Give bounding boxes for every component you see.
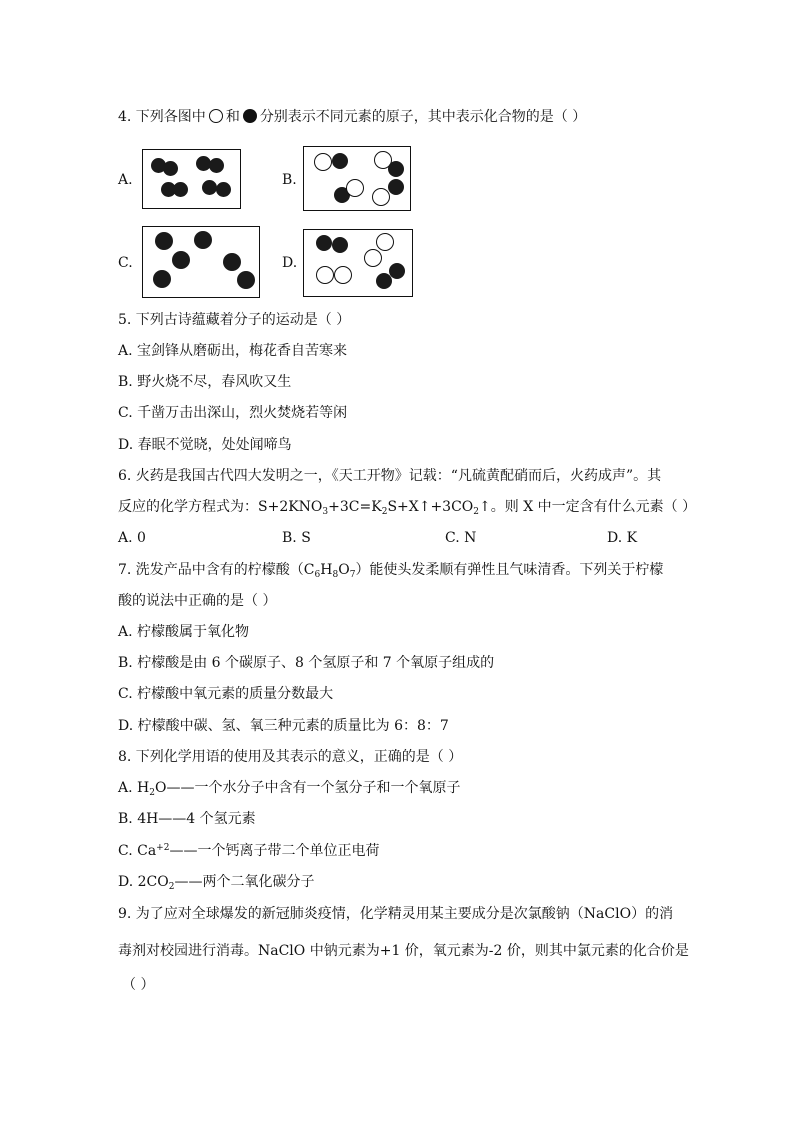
q9-stem-line3: （ ） <box>122 977 155 993</box>
atom-black <box>216 182 231 197</box>
q5-option-c: C. 千凿万击出深山，烈火焚烧若等闲 <box>118 405 348 421</box>
atom-black <box>173 182 188 197</box>
q4-and: 和 <box>225 109 240 125</box>
q6-option-b: B. S <box>282 530 311 546</box>
q8-sub: 2 <box>168 882 175 892</box>
atom-black <box>155 232 173 250</box>
q4-option-c-label: C. <box>118 255 133 271</box>
q4-stem-pre: 4. 下列各图中 <box>118 109 206 125</box>
q4-option-d-label: D. <box>282 255 298 271</box>
atom-white <box>376 233 394 251</box>
q6-option-a: A. 0 <box>118 530 146 546</box>
q7-option-a: A. 柠檬酸属于氧化物 <box>118 624 250 640</box>
atom-black <box>332 153 348 169</box>
q6-eq-part: 反应的化学方程式为：S+2KNO <box>118 499 323 515</box>
atom-white <box>314 153 332 171</box>
atom-black <box>388 179 404 195</box>
q7-stem-part: H <box>320 562 333 578</box>
atom-black <box>237 271 255 289</box>
atom-black <box>163 161 178 176</box>
atom-black <box>223 253 241 271</box>
q4-option-b-label: B. <box>282 172 297 188</box>
q8-option-d <box>118 873 314 891</box>
q5-option-b: B. 野火烧不尽，春风吹又生 <box>118 374 292 390</box>
atom-black <box>194 231 212 249</box>
atom-black <box>332 237 348 253</box>
q8-option-a <box>118 779 460 797</box>
q8-c-part: ——一个钙离子带二个单位正电荷 <box>169 843 380 859</box>
q8-stem: 8. 下列化学用语的使用及其表示的意义，正确的是（ ） <box>118 749 463 765</box>
q8-sup: +2 <box>156 843 170 853</box>
q4-option-a-label: A. <box>118 172 133 188</box>
q6-option-c: C. N <box>445 530 477 546</box>
q6-eq-part: S+X↑+3CO <box>387 499 474 515</box>
atom-white <box>346 179 364 197</box>
q6-eq-part: ↑。则 X 中一定含有什么元素（ ） <box>479 499 697 515</box>
atom-black <box>172 251 190 269</box>
q7-option-d: D. 柠檬酸中碳、氢、氧三种元素的质量比为 6：8：7 <box>118 718 449 734</box>
q8-a-part: O——一个水分子中含有一个氢分子和一个氧原子 <box>154 780 461 796</box>
q7-stem-part: 7. 洗发产品中含有的柠檬酸（C <box>118 562 315 578</box>
q7-sub: 7 <box>349 570 356 580</box>
atom-black <box>376 273 392 289</box>
q7-option-b: B. 柠檬酸是由 6 个碳原子、8 个氢原子和 7 个氧原子组成的 <box>118 655 495 671</box>
q8-option-b: B. 4H——4 个氢元素 <box>118 811 256 827</box>
q6-option-d: D. K <box>607 530 638 546</box>
atom-black <box>388 161 404 177</box>
q4-diagram-a <box>142 149 241 209</box>
q6-eq-part: +3C=K <box>328 499 382 515</box>
q5-option-d: D. 春眠不觉晓，处处闻啼鸟 <box>118 437 292 453</box>
q7-sub: 8 <box>332 570 339 580</box>
q4-stem <box>118 108 586 126</box>
atom-black <box>389 263 405 279</box>
q7-stem-line1 <box>118 561 663 579</box>
atom-white <box>316 266 334 284</box>
q6-sub: 2 <box>473 507 480 517</box>
atom-black <box>153 270 171 288</box>
q6-stem-line1: 6. 火药是我国古代四大发明之一，《天工开物》记载：“凡硫黄配硝而后，火药成声”。其 <box>118 468 662 484</box>
q9-stem-line1: 9. 为了应对全球爆发的新冠肺炎疫情，化学精灵用某主要成分是次氯酸钠（NaClO）的消 <box>118 906 674 922</box>
q8-d-part: D. 2CO <box>118 874 169 890</box>
q5-stem: 5. 下列古诗蕴藏着分子的运动是（ ） <box>118 312 351 328</box>
atom-black <box>209 158 224 173</box>
q6-sub: 3 <box>322 507 329 517</box>
q4-diagram-d <box>303 229 413 297</box>
white-atom-icon <box>209 109 223 123</box>
q6-stem-line2 <box>118 498 696 516</box>
q6-sub: 2 <box>381 507 388 517</box>
atom-white <box>372 188 390 206</box>
q8-option-c <box>118 842 379 860</box>
q7-stem-part: O <box>338 562 350 578</box>
q7-option-c: C. 柠檬酸中氧元素的质量分数最大 <box>118 686 334 702</box>
q8-sub: 2 <box>149 788 155 798</box>
q4-diagram-c <box>142 226 260 298</box>
q4-stem-post: 分别表示不同元素的原子，其中表示化合物的是（ ） <box>259 109 587 125</box>
q8-c-part: C. Ca <box>118 843 157 859</box>
q8-a-part: A. H <box>118 780 150 796</box>
atom-black <box>316 235 332 251</box>
q8-d-part: ——两个二氧化碳分子 <box>174 874 315 890</box>
atom-black <box>202 180 217 195</box>
q9-stem-line2: 毒剂对校园进行消毒。NaClO 中钠元素为+1 价，氧元素为-2 价，则其中氯元素的化合价是 <box>118 943 689 959</box>
q7-stem-part: ）能使头发柔顺有弹性且气味清香。下列关于柠檬 <box>355 562 664 578</box>
q4-diagram-b <box>303 146 411 211</box>
q7-sub: 6 <box>314 570 321 580</box>
q5-option-a: A. 宝剑锋从磨砺出，梅花香自苦寒来 <box>118 343 348 359</box>
atom-white <box>364 249 382 267</box>
black-atom-icon <box>243 109 257 123</box>
atom-white <box>334 266 352 284</box>
q7-stem-line2: 酸的说法中正确的是（ ） <box>118 593 277 609</box>
